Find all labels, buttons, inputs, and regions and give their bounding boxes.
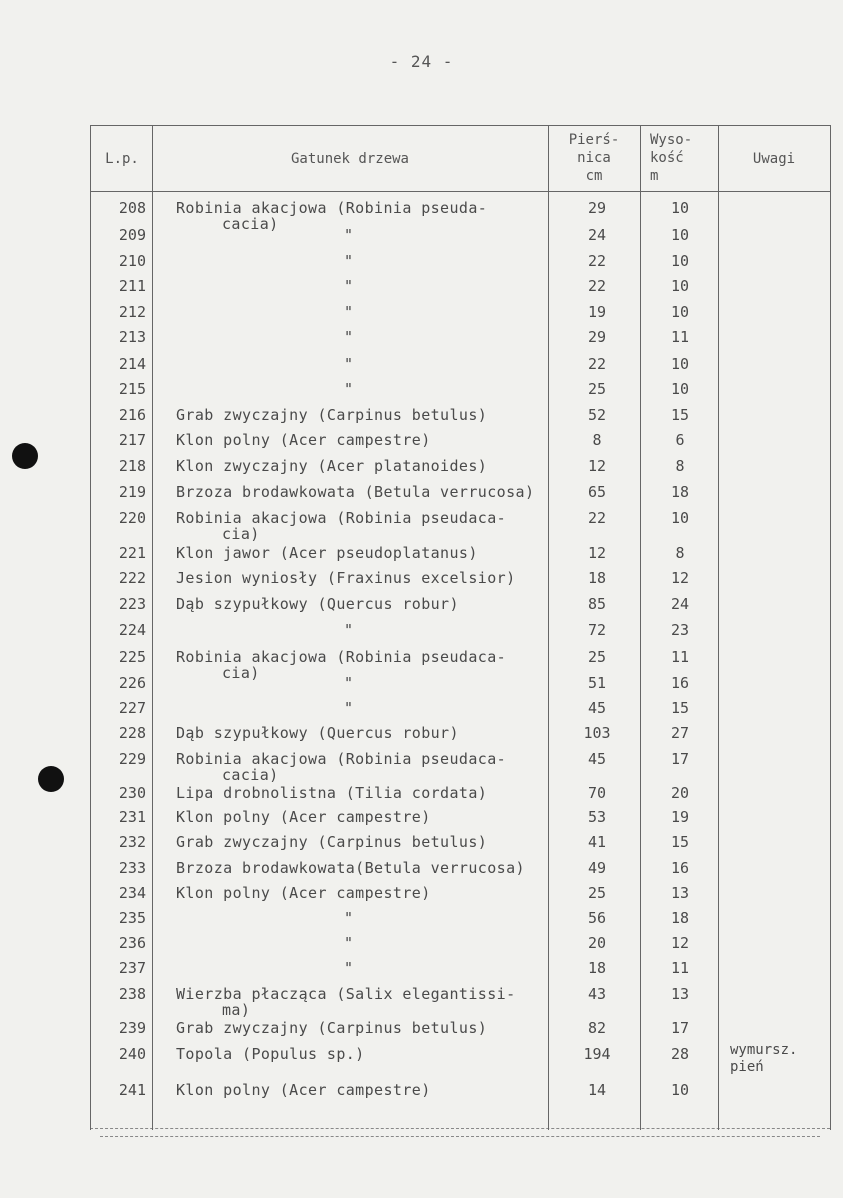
tree-species: Topola (Populus sp.) bbox=[176, 1045, 365, 1063]
column-border bbox=[718, 125, 719, 1130]
column-border bbox=[548, 125, 549, 1130]
header-circumference: Pierś- nica cm bbox=[568, 132, 620, 184]
circumference-value: 25 bbox=[587, 380, 607, 398]
height-value: 12 bbox=[670, 934, 690, 952]
height-value: 10 bbox=[670, 509, 690, 527]
height-value: 17 bbox=[670, 750, 690, 768]
row-number: 235 bbox=[118, 909, 146, 927]
tree-species: Dąb szypułkowy (Quercus robur) bbox=[176, 724, 459, 742]
row-number: 211 bbox=[118, 277, 146, 295]
height-value: 13 bbox=[670, 985, 690, 1003]
row-number: 222 bbox=[118, 569, 146, 587]
circumference-value: 56 bbox=[587, 909, 607, 927]
tree-species: Grab zwyczajny (Carpinus betulus) bbox=[176, 833, 488, 851]
height-value: 10 bbox=[670, 226, 690, 244]
height-value: 20 bbox=[670, 784, 690, 802]
height-value: 27 bbox=[670, 724, 690, 742]
circumference-value: 29 bbox=[587, 328, 607, 346]
height-value: 28 bbox=[670, 1045, 690, 1063]
height-value: 16 bbox=[670, 674, 690, 692]
tree-species: " bbox=[344, 226, 354, 244]
tree-species: Wierzba płacząca (Salix elegantissi- ma) bbox=[176, 985, 516, 1019]
header-remarks: Uwagi bbox=[752, 151, 796, 167]
tree-species: Robinia akacjowa (Robinia pseudaca- cia) bbox=[176, 648, 507, 682]
height-value: 10 bbox=[670, 1081, 690, 1099]
circumference-value: 103 bbox=[583, 724, 611, 742]
circumference-value: 65 bbox=[587, 483, 607, 501]
tree-species: " bbox=[344, 252, 354, 270]
circumference-value: 14 bbox=[587, 1081, 607, 1099]
row-number: 232 bbox=[118, 833, 146, 851]
tree-species: " bbox=[344, 674, 354, 692]
row-number: 239 bbox=[118, 1019, 146, 1037]
row-number: 210 bbox=[118, 252, 146, 270]
circumference-value: 85 bbox=[587, 595, 607, 613]
tree-species: Jesion wyniosły (Fraxinus excelsior) bbox=[176, 569, 516, 587]
height-value: 10 bbox=[670, 199, 690, 217]
row-number: 213 bbox=[118, 328, 146, 346]
height-value: 10 bbox=[670, 252, 690, 270]
column-border bbox=[640, 125, 641, 1130]
circumference-value: 12 bbox=[587, 544, 607, 562]
row-number: 212 bbox=[118, 303, 146, 321]
circumference-value: 45 bbox=[587, 699, 607, 717]
row-number: 228 bbox=[118, 724, 146, 742]
tree-species-continuation: cacia) bbox=[222, 766, 279, 784]
tree-species: Klon polny (Acer campestre) bbox=[176, 431, 431, 449]
tree-species: Robinia akacjowa (Robinia pseudaca- cia) bbox=[176, 509, 507, 543]
row-number: 237 bbox=[118, 959, 146, 977]
row-number: 240 bbox=[118, 1045, 146, 1063]
height-value: 16 bbox=[670, 859, 690, 877]
column-border bbox=[152, 125, 153, 1130]
height-value: 10 bbox=[670, 277, 690, 295]
column-border bbox=[830, 125, 831, 1130]
tree-species: Klon polny (Acer campestre) bbox=[176, 1081, 431, 1099]
height-value: 15 bbox=[670, 699, 690, 717]
row-number: 227 bbox=[118, 699, 146, 717]
height-value: 8 bbox=[675, 544, 685, 562]
row-number: 234 bbox=[118, 884, 146, 902]
height-value: 17 bbox=[670, 1019, 690, 1037]
circumference-value: 19 bbox=[587, 303, 607, 321]
tree-species: " bbox=[344, 621, 354, 639]
tree-species: " bbox=[344, 355, 354, 373]
tree-species: Brzoza brodawkowata (Betula verrucosa) bbox=[176, 483, 535, 501]
row-number: 217 bbox=[118, 431, 146, 449]
header-species: Gatunek drzewa bbox=[290, 151, 409, 167]
row-number: 214 bbox=[118, 355, 146, 373]
circumference-value: 51 bbox=[587, 674, 607, 692]
tree-species: " bbox=[344, 934, 354, 952]
header-height: Wyso- kość m bbox=[650, 132, 693, 184]
tree-species: Klon polny (Acer campestre) bbox=[176, 808, 431, 826]
punch-hole bbox=[12, 443, 38, 469]
tree-species: Grab zwyczajny (Carpinus betulus) bbox=[176, 1019, 488, 1037]
row-number: 230 bbox=[118, 784, 146, 802]
circumference-value: 49 bbox=[587, 859, 607, 877]
header-lp: L.p. bbox=[105, 151, 139, 167]
punch-hole bbox=[38, 766, 64, 792]
circumference-value: 194 bbox=[583, 1045, 611, 1063]
row-number: 219 bbox=[118, 483, 146, 501]
tree-species: Klon polny (Acer campestre) bbox=[176, 884, 431, 902]
circumference-value: 24 bbox=[587, 226, 607, 244]
tree-species: " bbox=[344, 303, 354, 321]
circumference-value: 22 bbox=[587, 355, 607, 373]
tree-species: Klon jawor (Acer pseudoplatanus) bbox=[176, 544, 478, 562]
row-number: 216 bbox=[118, 406, 146, 424]
table-bottom-border bbox=[90, 1128, 830, 1129]
height-value: 18 bbox=[670, 483, 690, 501]
tree-species: " bbox=[344, 277, 354, 295]
tree-species: " bbox=[344, 909, 354, 927]
height-value: 11 bbox=[670, 328, 690, 346]
circumference-value: 22 bbox=[587, 252, 607, 270]
circumference-value: 18 bbox=[587, 959, 607, 977]
row-number: 236 bbox=[118, 934, 146, 952]
row-number: 229 bbox=[118, 750, 146, 768]
row-number: 209 bbox=[118, 226, 146, 244]
height-value: 15 bbox=[670, 833, 690, 851]
height-value: 12 bbox=[670, 569, 690, 587]
circumference-value: 25 bbox=[587, 884, 607, 902]
circumference-value: 25 bbox=[587, 648, 607, 666]
tree-species-continuation: cia) bbox=[222, 664, 260, 682]
height-value: 8 bbox=[675, 457, 685, 475]
circumference-value: 18 bbox=[587, 569, 607, 587]
circumference-value: 22 bbox=[587, 277, 607, 295]
table-bottom-border bbox=[100, 1136, 820, 1137]
tree-species: " bbox=[344, 699, 354, 717]
row-number: 231 bbox=[118, 808, 146, 826]
height-value: 11 bbox=[670, 648, 690, 666]
tree-species: Robinia akacjowa (Robinia pseuda- cacia) bbox=[176, 199, 488, 233]
circumference-value: 43 bbox=[587, 985, 607, 1003]
height-value: 19 bbox=[670, 808, 690, 826]
height-value: 10 bbox=[670, 380, 690, 398]
height-value: 18 bbox=[670, 909, 690, 927]
height-value: 15 bbox=[670, 406, 690, 424]
tree-species-continuation: ma) bbox=[222, 1001, 251, 1019]
tree-species: " bbox=[344, 380, 354, 398]
tree-species: Dąb szypułkowy (Quercus robur) bbox=[176, 595, 459, 613]
tree-species: Brzoza brodawkowata(Betula verrucosa) bbox=[176, 859, 525, 877]
row-number: 215 bbox=[118, 380, 146, 398]
height-value: 24 bbox=[670, 595, 690, 613]
circumference-value: 20 bbox=[587, 934, 607, 952]
height-value: 23 bbox=[670, 621, 690, 639]
row-number: 223 bbox=[118, 595, 146, 613]
circumference-value: 41 bbox=[587, 833, 607, 851]
circumference-value: 53 bbox=[587, 808, 607, 826]
remark-value: wymursz. pień bbox=[730, 1042, 798, 1075]
row-number: 221 bbox=[118, 544, 146, 562]
circumference-value: 12 bbox=[587, 457, 607, 475]
circumference-value: 29 bbox=[587, 199, 607, 217]
circumference-value: 72 bbox=[587, 621, 607, 639]
height-value: 10 bbox=[670, 355, 690, 373]
circumference-value: 8 bbox=[592, 431, 602, 449]
page-number: - 24 - bbox=[389, 52, 454, 71]
tree-species: Klon zwyczajny (Acer platanoides) bbox=[176, 457, 488, 475]
tree-species-continuation: cacia) bbox=[222, 215, 279, 233]
tree-species-continuation: cia) bbox=[222, 525, 260, 543]
tree-species: Grab zwyczajny (Carpinus betulus) bbox=[176, 406, 488, 424]
tree-species: " bbox=[344, 328, 354, 346]
circumference-value: 45 bbox=[587, 750, 607, 768]
row-number: 218 bbox=[118, 457, 146, 475]
row-number: 233 bbox=[118, 859, 146, 877]
row-number: 208 bbox=[118, 199, 146, 217]
row-number: 224 bbox=[118, 621, 146, 639]
circumference-value: 82 bbox=[587, 1019, 607, 1037]
circumference-value: 52 bbox=[587, 406, 607, 424]
tree-species: " bbox=[344, 959, 354, 977]
tree-species: Lipa drobnolistna (Tilia cordata) bbox=[176, 784, 488, 802]
circumference-value: 22 bbox=[587, 509, 607, 527]
row-number: 226 bbox=[118, 674, 146, 692]
height-value: 13 bbox=[670, 884, 690, 902]
height-value: 11 bbox=[670, 959, 690, 977]
row-number: 238 bbox=[118, 985, 146, 1003]
tree-species: Robinia akacjowa (Robinia pseudaca- cacia) bbox=[176, 750, 507, 784]
row-number: 241 bbox=[118, 1081, 146, 1099]
circumference-value: 70 bbox=[587, 784, 607, 802]
row-number: 225 bbox=[118, 648, 146, 666]
row-number: 220 bbox=[118, 509, 146, 527]
height-value: 10 bbox=[670, 303, 690, 321]
table-top-border bbox=[90, 125, 830, 126]
height-value: 6 bbox=[675, 431, 685, 449]
header-bottom-border bbox=[90, 191, 830, 192]
